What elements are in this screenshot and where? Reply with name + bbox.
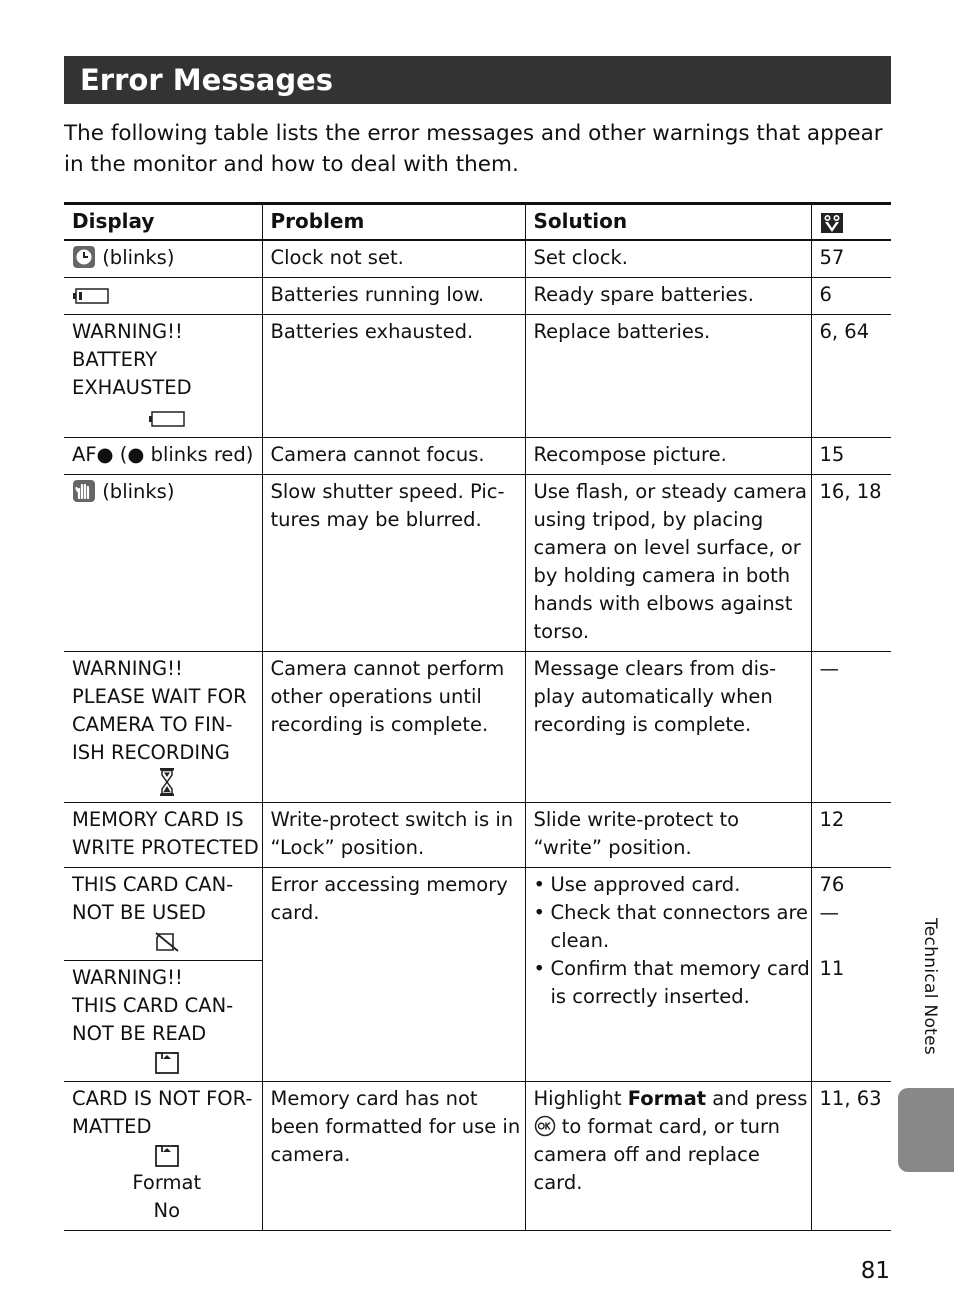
problem-cell: Camera cannot focus.	[262, 438, 525, 475]
table-row	[64, 803, 891, 868]
hourglass-icon	[159, 767, 175, 797]
list-item: • Confirm that memory card is correctly inserted.	[534, 955, 811, 1011]
display-line: WARNING!!	[72, 657, 183, 680]
table-row	[64, 438, 891, 475]
list-item: • Use approved card.	[534, 871, 811, 899]
display-line: CAMERA TO FIN-	[72, 713, 233, 736]
solution-cell: Set clock.	[525, 240, 811, 278]
side-tab	[898, 1088, 954, 1172]
reference-value: —	[819, 901, 839, 924]
solution-text: and press	[706, 1087, 808, 1110]
solution-cell: Recompose picture.	[525, 438, 811, 475]
problem-cell: Batteries exhausted.	[262, 315, 525, 438]
display-cell	[64, 652, 262, 803]
table-row	[64, 278, 891, 315]
display-icon-line	[72, 767, 262, 797]
format-label: Format	[627, 1087, 707, 1110]
reference-cell: 12	[811, 803, 891, 868]
solution-cell	[525, 1082, 811, 1231]
display-text: (blinks)	[102, 246, 175, 269]
display-line: EXHAUSTED	[72, 376, 192, 399]
display-line: NOT BE READ	[72, 1022, 207, 1045]
error-messages-table	[64, 202, 891, 1231]
memory-card-icon	[154, 1143, 180, 1169]
solution-text: Highlight	[533, 1087, 628, 1110]
display-icon-line	[72, 927, 262, 955]
problem-cell: Write-protect switch is in “Lock” position.	[262, 803, 525, 868]
header-solution: Solution	[525, 204, 811, 241]
problem-cell: Camera cannot perform other operations until recording is complete.	[262, 652, 525, 803]
display-line: THIS CARD CAN-	[72, 994, 234, 1017]
memory-card-icon	[154, 1050, 180, 1076]
display-cell	[64, 868, 262, 961]
problem-cell: Batteries running low.	[262, 278, 525, 315]
no-option: No	[153, 1199, 181, 1222]
problem-cell: Clock not set.	[262, 240, 525, 278]
reference-cell: 6	[811, 278, 891, 315]
display-icon-line	[72, 402, 262, 432]
table-row	[64, 315, 891, 438]
table-row	[64, 240, 891, 278]
reference-cell: 6, 64	[811, 315, 891, 438]
format-option: Format	[132, 1171, 202, 1194]
camera-shake-icon	[72, 479, 96, 503]
reference-value: 76	[819, 873, 845, 896]
problem-cell: Memory card has not been formatted for use in camera.	[262, 1082, 525, 1231]
list-item: • Check that connectors are clean.	[534, 899, 811, 955]
display-cell	[64, 961, 262, 1082]
battery-exhausted-icon	[148, 410, 186, 428]
display-line: CARD IS NOT FOR-	[72, 1087, 253, 1110]
display-cell	[64, 315, 262, 438]
header-display: Display	[64, 204, 262, 241]
display-line: PLEASE WAIT FOR	[72, 685, 247, 708]
display-line: MATTED	[72, 1115, 152, 1138]
display-cell: AF● (● blinks red)	[64, 438, 262, 475]
display-line: WARNING!!	[72, 966, 183, 989]
table-row	[64, 475, 891, 652]
display-line: ISH RECORDING	[72, 741, 230, 764]
reference-cell	[811, 868, 891, 1082]
clock-icon	[72, 245, 96, 269]
display-cell	[64, 1082, 262, 1231]
table-row	[64, 1082, 891, 1231]
table-header-row	[64, 204, 891, 241]
display-line: NOT BE USED	[72, 901, 206, 924]
reference-cell: 16, 18	[811, 475, 891, 652]
page-number: 81	[860, 1258, 890, 1284]
side-label: Technical Notes	[920, 918, 940, 1056]
solution-list	[534, 871, 811, 1011]
reference-cell: 57	[811, 240, 891, 278]
display-icon-line	[72, 1048, 262, 1076]
display-cell	[64, 240, 262, 278]
ok-button-icon	[534, 1115, 556, 1137]
display-icon-line	[72, 1141, 262, 1169]
solution-cell: Message clears from dis-play automatically when recording is complete.	[525, 652, 811, 803]
page-title: Error Messages	[80, 63, 334, 97]
reference-cell: —	[811, 652, 891, 803]
table-row	[64, 868, 891, 961]
problem-cell: Error accessing memory card.	[262, 868, 525, 1082]
reference-value: 11	[819, 957, 845, 980]
header-problem: Problem	[262, 204, 525, 241]
solution-text: to format card, or turn camera off and replace card.	[533, 1115, 781, 1194]
display-line: WARNING!!	[72, 320, 183, 343]
display-text: (blinks)	[102, 480, 175, 503]
solution-cell: Ready spare batteries.	[525, 278, 811, 315]
battery-low-icon	[72, 287, 110, 305]
display-line: THIS CARD CAN-	[72, 873, 234, 896]
display-line: BATTERY	[72, 348, 158, 371]
solution-cell: Slide write-protect to “write” position.	[525, 803, 811, 868]
title-bar	[64, 56, 891, 104]
table-row	[64, 652, 891, 803]
problem-cell: Slow shutter speed. Pic-tures may be blurred.	[262, 475, 525, 652]
solution-cell: Use flash, or steady camera using tripod, by placing camera on level surface, or by holding camera in both hands with elbows against torso.	[525, 475, 811, 652]
header-reference	[811, 204, 891, 241]
solution-cell	[525, 868, 811, 1082]
display-cell	[64, 475, 262, 652]
solution-cell: Replace batteries.	[525, 315, 811, 438]
reference-cell: 11, 63	[811, 1082, 891, 1231]
card-crossed-icon	[154, 931, 180, 953]
reference-cell: 15	[811, 438, 891, 475]
display-cell	[64, 278, 262, 315]
intro-text: The following table lists the error messages and other warnings that appear in the monitor and how to deal with them.	[64, 121, 883, 177]
page-reference-icon	[820, 212, 844, 234]
display-cell: MEMORY CARD IS WRITE PROTECTED	[64, 803, 262, 868]
